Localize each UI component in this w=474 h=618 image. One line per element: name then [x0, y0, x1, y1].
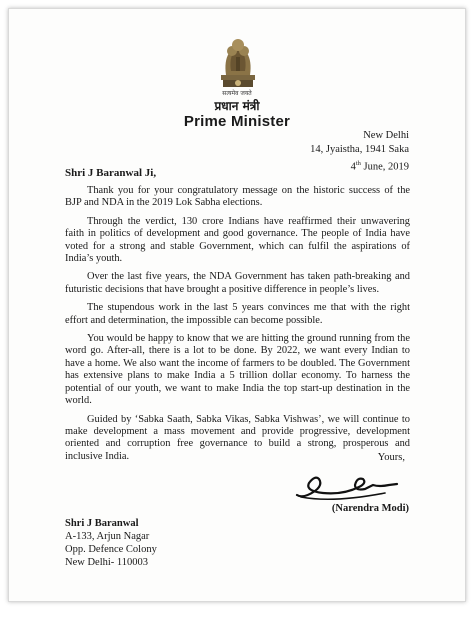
- address-city: New Delhi: [363, 130, 409, 141]
- paragraph: Thank you for your congratulatory message on the historic success of the BJP and NDA in the 2019 Lok Sabha elections.: [65, 185, 410, 209]
- letterhead-title: Prime Minister: [183, 113, 291, 130]
- paragraph: Over the last five years, the NDA Government has taken path-breaking and futuristic decisions that have brought a positive difference in people’s lives.: [65, 271, 410, 295]
- emblem-motto: सत्यमेव जयते: [222, 90, 252, 97]
- address-date: 4th June, 2019: [350, 160, 409, 173]
- paragraph: Through the verdict, 130 crore Indians have reaffirmed their unwavering faith in politics of development and good governance. The people of India have voted for a strong and stable Government, which can fulfil the aspirations of India’s youth.: [65, 215, 410, 265]
- recipient-line: Opp. Defence Colony: [65, 544, 157, 555]
- closing: Yours,: [377, 452, 405, 463]
- salutation: Shri J Baranwal Ji,: [65, 167, 157, 179]
- recipient-address: [65, 517, 157, 569]
- signatory-name: (Narendra Modi): [331, 503, 409, 514]
- letterhead-hindi-title: प्रधान मंत्री: [214, 99, 260, 113]
- recipient-name: Shri J Baranwal: [65, 518, 139, 529]
- recipient-line: A-133, Arjun Nagar: [65, 531, 150, 542]
- recipient-line: New Delhi- 110003: [65, 557, 149, 568]
- sender-address: [310, 129, 409, 175]
- letter-page: [8, 8, 466, 602]
- paragraph: Guided by ‘Sabka Saath, Sabka Vikas, Sabka Vishwas’, we will continue to make development a mass movement and provide progressive, development oriented and corruption free governance to build a strong, prosperous and inclusive India.: [65, 413, 410, 462]
- national-emblem-icon: [215, 31, 261, 91]
- address-saka-date: 14, Jyaistha, 1941 Saka: [310, 144, 409, 155]
- paragraph: You would be happy to know that we are hitting the ground running from the word go. After-all, there is a lot to be done. By 2022, we want every Indian to have a home. We also want the income of farmers to be doubled. The Government has extensive plans to make India a 5 trillion dollar economy. To harness the potential of our youth, we want to make India the top start-up destination in the world.: [65, 333, 410, 407]
- letter-body: [65, 185, 410, 469]
- signature-icon: [293, 465, 413, 505]
- paragraph: The stupendous work in the last 5 years convinces me that with the right effort and determination, the impossible can become possible.: [65, 302, 410, 326]
